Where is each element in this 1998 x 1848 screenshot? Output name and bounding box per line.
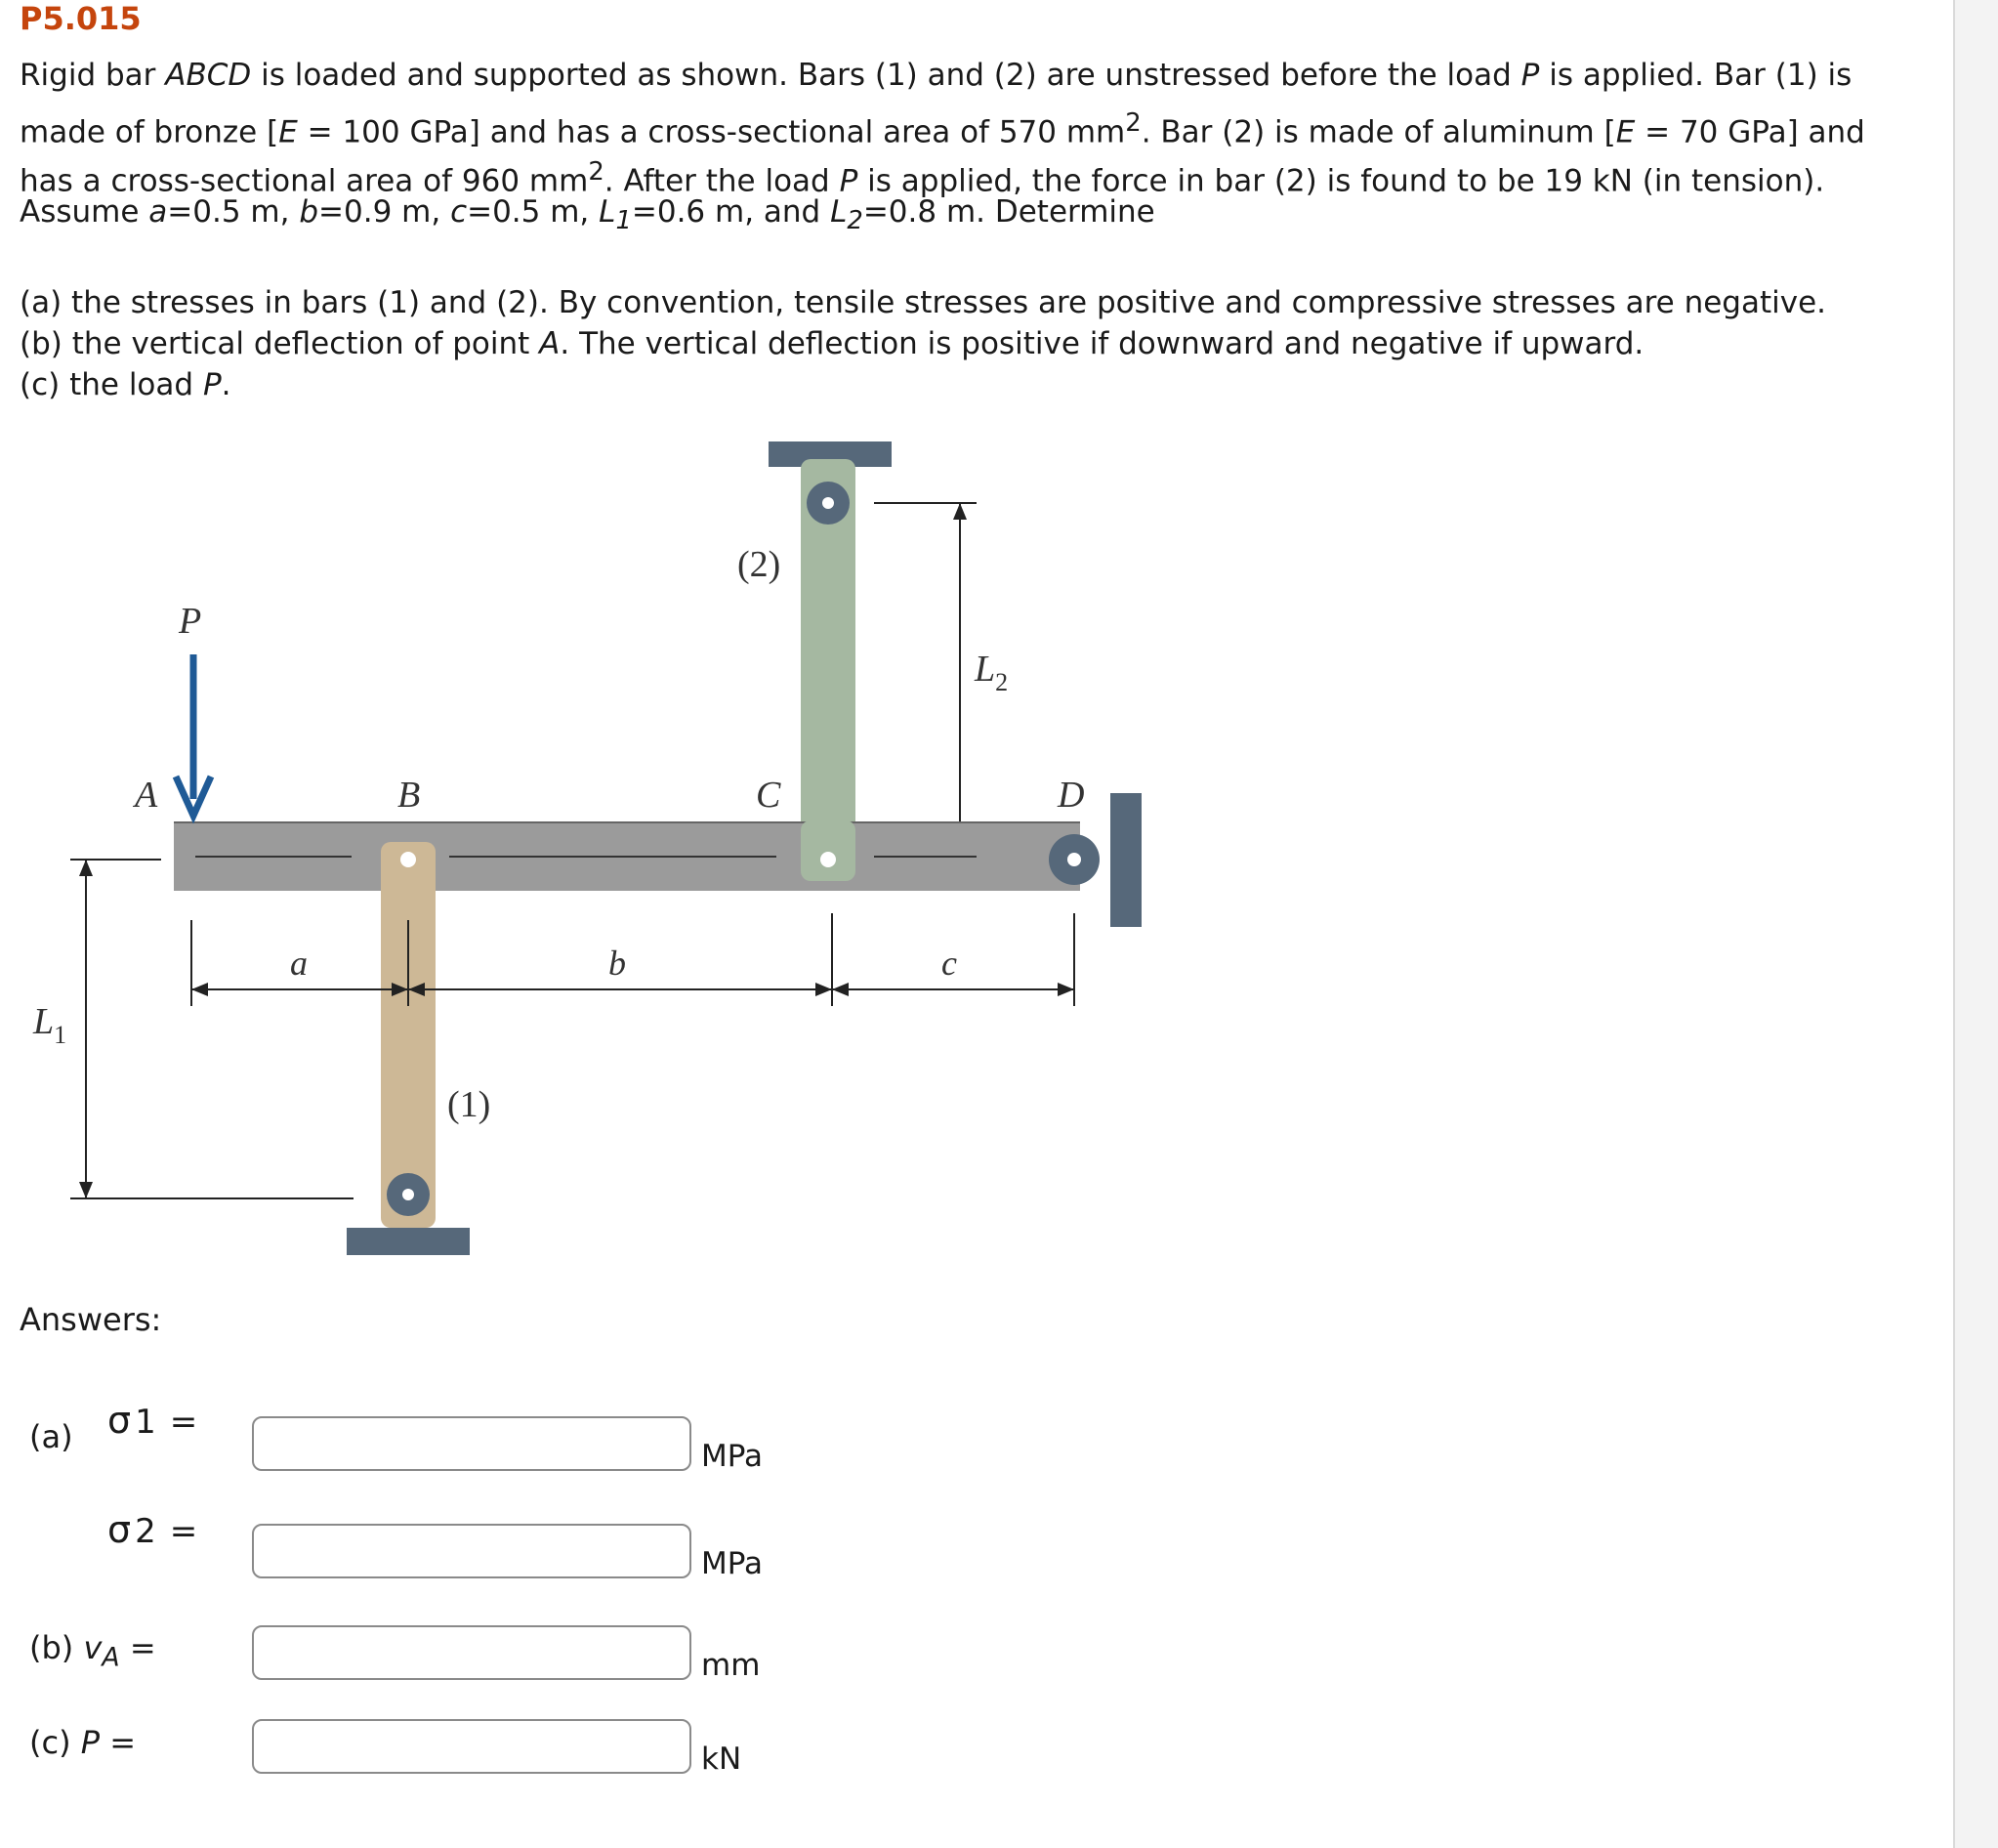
sigma2-input[interactable] <box>252 1524 691 1578</box>
label-c-point: C <box>756 775 781 816</box>
label-d-point: D <box>1058 775 1085 816</box>
part-a-prefix: (a) <box>29 1418 73 1455</box>
problem-line-1: Rigid bar ABCD is loaded and supported as shown. Bars (1) and (2) are unstressed before the load P is applied. Bar (1) is <box>20 58 1852 93</box>
rigid-bar-figure <box>0 430 1172 1270</box>
label-b-point: B <box>397 775 421 816</box>
problem-line-2: made of bronze [E = 100 GPa] and has a cross-sectional area of 570 $mm^2$. Bar (2) is made of aluminum [E = 70 GPa] and <box>20 108 1865 150</box>
wall-support-d <box>1110 793 1142 927</box>
problem-line-3: has a cross-sectional area of 960 $mm^2$. After the load P is applied, the force in bar (2) is found to be 19 kN (in tension). <box>20 157 1825 199</box>
P-label: (c) P = <box>29 1724 137 1761</box>
label-a-point: A <box>135 775 158 816</box>
label-b-dim: b <box>608 944 626 983</box>
L1-label: $L_1$ <box>33 1001 67 1049</box>
vA-label: (b) $v_A$ = <box>29 1629 156 1673</box>
bar-1 <box>381 842 436 1228</box>
P-input[interactable] <box>252 1719 691 1774</box>
label-p: P <box>179 601 202 642</box>
part-c-text: (c) the load P. <box>20 367 231 402</box>
label-a-dim: a <box>290 944 308 983</box>
problem-line-4: Assume a=0.5 m, b=0.9 m, c=0.5 m, $L_1=0.6$ m, and $L_2=0.8$ m. Determine <box>20 194 1155 236</box>
scrollbar-track[interactable] <box>1953 0 1998 1848</box>
sigma2-label: σ 2 = <box>107 1508 198 1551</box>
sigma1-label: σ 1 = <box>107 1399 198 1442</box>
part-b-text: (b) the vertical deflection of point A. The vertical deflection is positive if downward and negative if upward. <box>20 326 1644 361</box>
bar-2-label: (2) <box>737 544 781 585</box>
answers-heading: Answers: <box>20 1301 162 1338</box>
vA-input[interactable] <box>252 1625 691 1680</box>
sigma1-input[interactable] <box>252 1416 691 1471</box>
sigma2-unit: MPa <box>701 1546 764 1581</box>
bar-1-label: (1) <box>447 1084 491 1125</box>
pin-c <box>820 852 836 867</box>
vA-unit: mm <box>701 1648 761 1683</box>
sigma1-unit: MPa <box>701 1439 764 1474</box>
label-c-dim: c <box>941 944 957 983</box>
L2-label: $L_2$ <box>975 649 1009 696</box>
problem-id: P5.015 <box>20 0 142 37</box>
pin-b <box>400 852 416 867</box>
part-a-text: (a) the stresses in bars (1) and (2). By convention, tensile stresses are positive and compressive stresses are negative. <box>20 285 1827 320</box>
bottom-support <box>347 1228 470 1255</box>
P-unit: kN <box>701 1742 742 1777</box>
